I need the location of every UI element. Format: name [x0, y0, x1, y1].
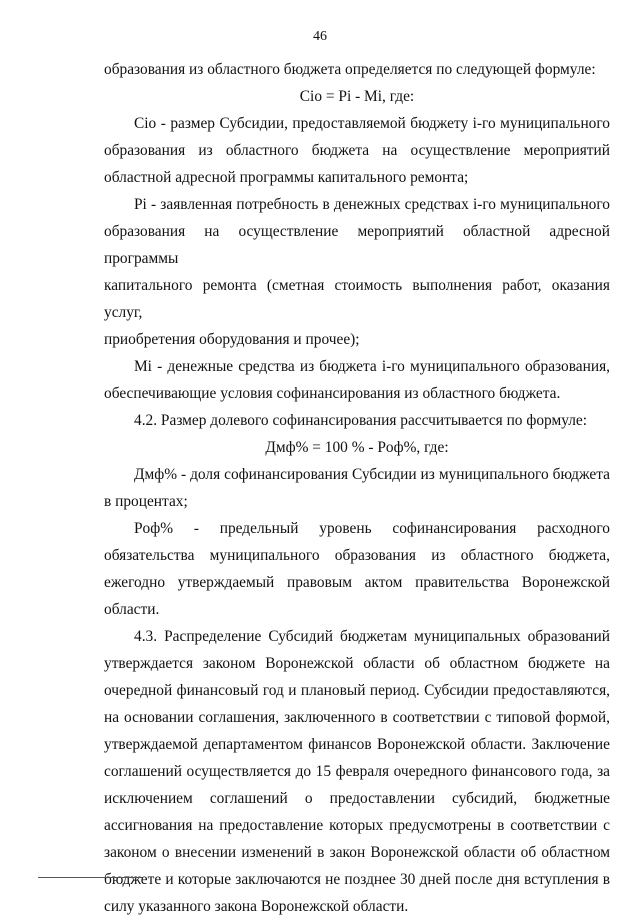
document-body — [104, 56, 610, 920]
text-line: силу указанного закона Воронежской области. — [104, 898, 409, 915]
text-line: области. — [104, 601, 160, 618]
text-line: законом о внесении изменений в закон Воронежской области об областном — [104, 844, 610, 861]
formula-line: Дмф% = 100 % - Рoф%, где: — [265, 439, 449, 456]
text-line: соглашений осуществляется до 15 февраля очередного финансового года, за — [104, 763, 610, 780]
text-line: ежегодно утверждаемый правовым актом правительства Воронежской — [104, 574, 610, 591]
text-line: бюджете и которые заключаются не позднее 30 дней после дня вступления в — [104, 871, 610, 888]
text-line: капитального ремонта (сметная стоимость выполнения работ, оказания услуг, — [104, 277, 610, 321]
text-line: Pi - заявленная потребность в денежных средствах i-го муниципального — [134, 196, 610, 213]
text-line: утверждаемой департаментом финансов Воронежской области. Заключение — [104, 736, 610, 753]
footer-divider — [38, 877, 142, 878]
text-line: образования из областного бюджета на осуществление мероприятий — [104, 142, 610, 159]
formula-line: Сio = Pi - Mi, где: — [299, 88, 415, 105]
text-line: исключением соглашений о предоставлении субсидий, бюджетные — [104, 790, 610, 807]
text-line: образования из областного бюджета определяется по следующей формуле: — [104, 61, 596, 78]
text-line: образования на осуществление мероприятий областной адресной программы — [104, 223, 610, 267]
text-line: 4.2. Размер долевого софинансирования рассчитывается по формуле: — [134, 412, 588, 429]
text-line: обязательства муниципального образования из областного бюджета, — [104, 547, 610, 564]
text-line: Дмф% - доля софинансирования Субсидии из муниципального бюджета — [134, 466, 610, 483]
text-line: на основании соглашения, заключенного в соответствии с типовой формой, — [104, 709, 610, 726]
text-line: очередной финансовый год и плановый период. Субсидии предоставляются, — [104, 682, 610, 699]
text-line: Рoф% - предельный уровень софинансирования расходного — [134, 520, 610, 537]
text-line: приобретения оборудования и прочее); — [104, 331, 360, 348]
text-line: 4.3. Распределение Субсидий бюджетам муниципальных образований — [134, 628, 610, 645]
text-line: Mi - денежные средства из бюджета i-го муниципального образования, — [134, 358, 610, 375]
text-line: обеспечивающие условия софинансирования из областного бюджета. — [104, 385, 561, 402]
text-line: в процентах; — [104, 493, 188, 510]
text-line: ассигнования на предоставление которых предусмотрены в соответствии с — [104, 817, 610, 834]
text-line: утверждается законом Воронежской области об областном бюджете на — [104, 655, 610, 672]
page-number: 46 — [313, 29, 327, 44]
text-line: областной адресной программы капитального ремонта; — [104, 169, 469, 186]
text-line: Сio - размер Субсидии, предоставляемой бюджету i-го муниципального — [134, 115, 610, 132]
